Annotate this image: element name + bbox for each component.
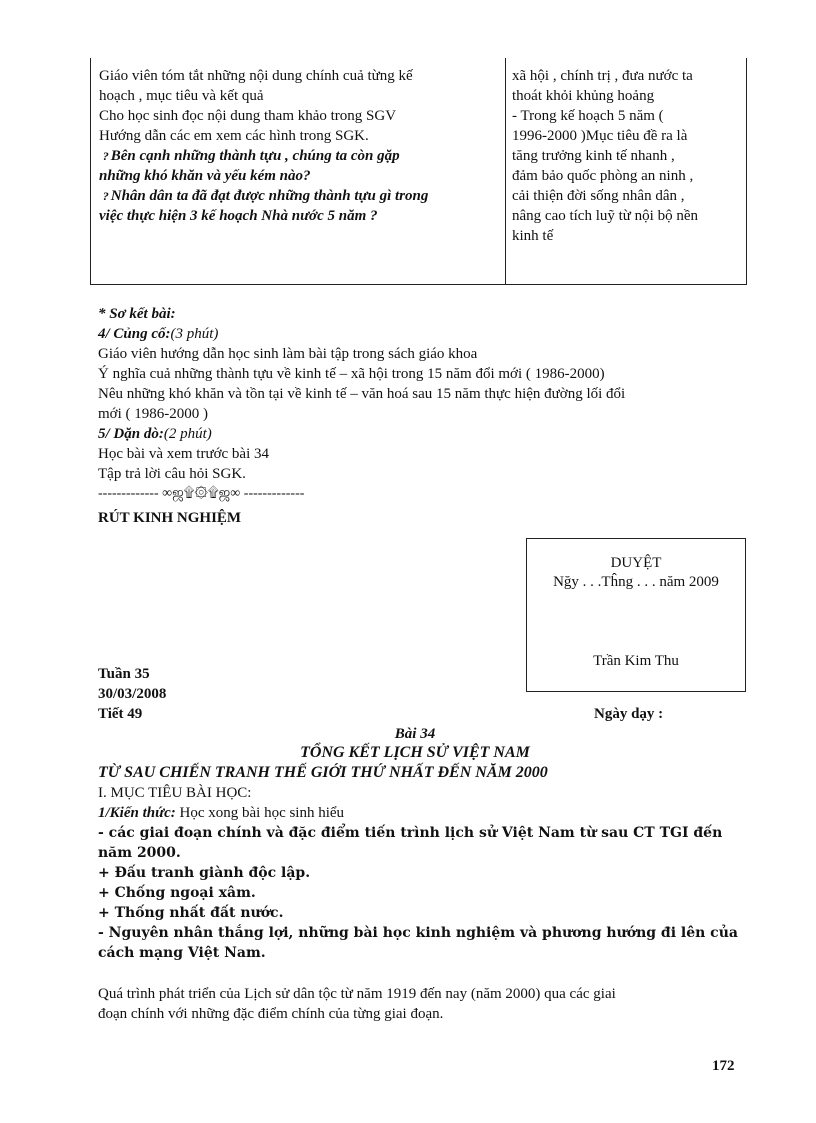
cungco-heading: 4/ Củng cố:(3 phút) — [98, 326, 219, 342]
approval-date: Nğy . . .Tĥng . . . năm 2009 — [553, 574, 719, 590]
table-right-line: cải thiện đời sống nhân dân , — [512, 188, 685, 204]
approval-box — [526, 538, 746, 692]
objectives-section — [98, 783, 738, 823]
week-label: Tuần 35 — [98, 666, 150, 682]
table-right-cell — [512, 66, 742, 246]
intro-paragraph — [98, 984, 738, 1024]
table-right-line: - Trong kế hoạch 5 năm ( — [512, 108, 664, 124]
danddo-heading: 5/ Dặn dò:(2 phút) — [98, 426, 212, 442]
paragraph-line: Quá trình phát triển của Lịch sử dân tộc từ năm 1919 đến nay (năm 2000) qua các giai — [98, 986, 616, 1002]
summary-title: * Sơ kết bài: — [98, 306, 176, 322]
objective-item: năm 2000. — [98, 845, 181, 861]
date-label: 30/03/2008 — [98, 686, 167, 702]
table-left-cell — [99, 66, 499, 226]
table-right-line: kinh tế — [512, 228, 554, 244]
table-right-line: nâng cao tích luỹ từ nội bộ nền — [512, 208, 699, 224]
section-heading: I. MỤC TIÊU BÀI HỌC: — [98, 785, 252, 801]
summary-line: mới ( 1986-2000 ) — [98, 406, 209, 422]
table-right-line: 1996-2000 )Mục tiêu đề ra là — [512, 128, 688, 144]
content-table — [90, 58, 747, 285]
table-left-line: Cho học sinh đọc nội dung tham khảo trong SGV — [99, 108, 397, 124]
lesson-title-2: TỪ SAU CHIẾN TRANH THẾ GIỚI THỨ NHẤT ĐẾN NĂM 2000 — [98, 764, 548, 781]
table-left-line: Giáo viên tóm tắt những nội dung chính cuả từng kế — [99, 68, 413, 84]
period-label: Tiết 49 — [98, 706, 143, 722]
objective-item: - Nguyên nhân thắng lợi, những bài học kinh nghiệm và phương hướng đi lên của — [98, 925, 738, 941]
table-column-divider — [505, 58, 506, 284]
objective-item: + Thống nhất đất nước. — [98, 905, 284, 921]
rut-kinh-nghiem-heading: RÚT KINH NGHIỆM — [98, 510, 242, 526]
summary-line: Giáo viên hướng dẫn học sinh làm bài tập trong sách giáo khoa — [98, 346, 478, 362]
lesson-title-1: TỔNG KẾT LỊCH SỬ VIỆT NAM — [300, 744, 530, 761]
table-right-line: đảm bảo quốc phòng an ninh , — [512, 168, 694, 184]
table-right-line: tăng trưởng kinh tế nhanh , — [512, 148, 675, 164]
table-right-line: xã hội , chính trị , đưa nước ta — [512, 68, 693, 84]
table-left-line: Hướng dẫn các em xem các hình trong SGK. — [99, 128, 369, 144]
question-1: ? Bên cạnh những thành tựu , chúng ta còn gặp — [102, 148, 400, 164]
approval-signer: Trần Kim Thu — [593, 653, 679, 669]
objectives-list — [98, 823, 738, 963]
teaching-day-label: Ngày dạy : — [594, 706, 664, 722]
question-mark-icon: ? — [102, 149, 109, 163]
question-mark-icon: ? — [102, 189, 109, 203]
question-2: ? Nhân dân ta đã đạt được những thành tựu gì trong — [102, 188, 429, 204]
summary-line: Ý nghĩa cuả những thành tựu về kinh tế – xã hội trong 15 năm đổi mới ( 1986-2000) — [98, 366, 605, 382]
knowledge-line: 1/Kiến thức: Học xong bài học sinh hiểu — [98, 805, 345, 821]
summary-line: Nêu những khó khăn và tồn tại về kinh tế – văn hoá sau 15 năm thực hiện đường lối đổi — [98, 386, 626, 402]
objective-item: cách mạng Việt Nam. — [98, 945, 266, 961]
approval-title: DUYỆT — [610, 555, 662, 571]
objective-item: + Chống ngoại xâm. — [98, 885, 256, 901]
ornament-separator: ------------- ∞ஜ۩۞۩ஜ∞ ------------- — [98, 486, 305, 501]
page-number: 172 — [712, 1058, 735, 1074]
table-left-line: hoạch , mục tiêu và kết quả — [99, 88, 264, 104]
summary-section — [98, 304, 738, 528]
objective-item: - các giai đoạn chính và đặc điểm tiến trình lịch sử Việt Nam từ sau CT TGI đến — [98, 825, 723, 841]
objective-item: + Đấu tranh giành độc lập. — [98, 865, 311, 881]
summary-line: Học bài và xem trước bài 34 — [98, 446, 270, 462]
lesson-header — [98, 664, 166, 724]
lesson-number: Bài 34 — [394, 726, 436, 742]
table-right-line: thoát khỏi khủng hoảng — [512, 88, 655, 104]
paragraph-line: đoạn chính với những đặc điểm chính của từng giai đoạn. — [98, 1006, 444, 1022]
question-2-cont: việc thực hiện 3 kế hoạch Nhà nước 5 năm ? — [99, 208, 378, 224]
summary-line: Tập trả lời câu hỏi SGK. — [98, 466, 246, 482]
question-1-cont: những khó khăn và yếu kém nào? — [99, 168, 311, 184]
